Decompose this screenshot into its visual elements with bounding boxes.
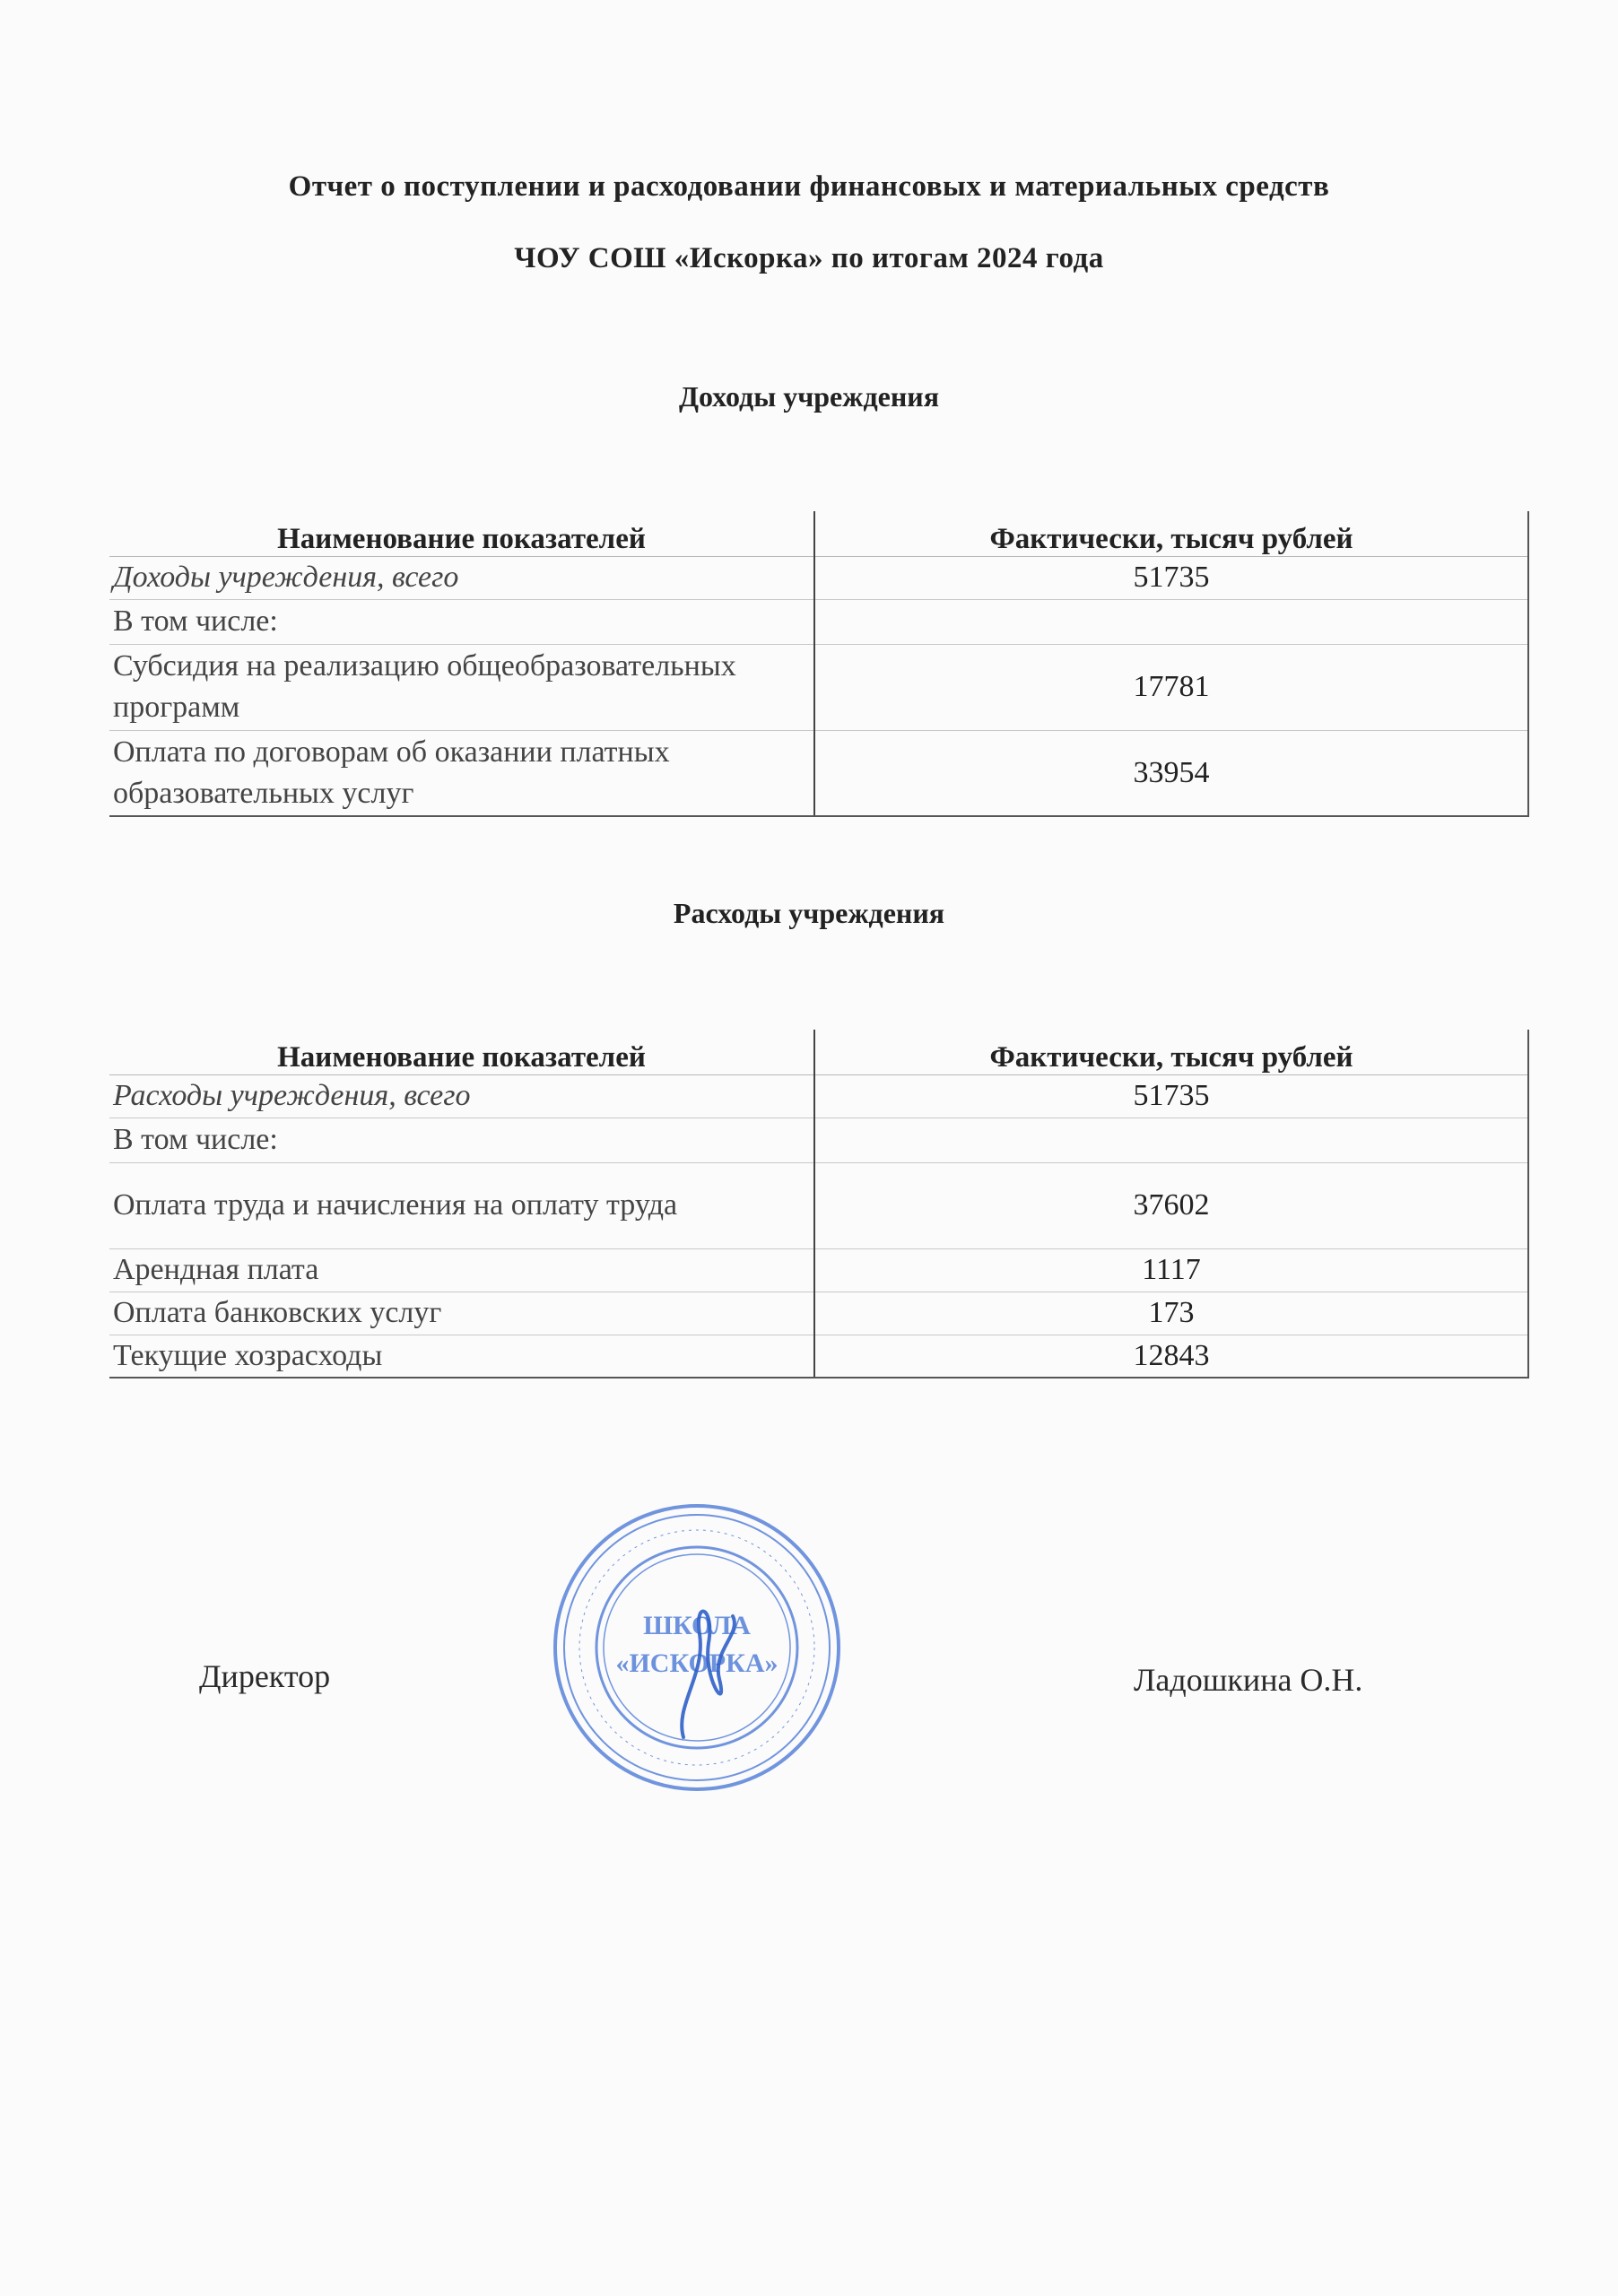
table-row (109, 1118, 1528, 1162)
expenses-row-name: Арендная плата (109, 1248, 814, 1292)
school-stamp-seal (549, 1500, 845, 1796)
expenses-row-value: 51735 (814, 1074, 1528, 1118)
income-row-value: 17781 (814, 644, 1528, 730)
stamp-center-bottom: «ИСКОРКА» (615, 1648, 779, 1678)
income-table (109, 511, 1529, 817)
expenses-row-name: Расходы учреждения, всего (109, 1074, 814, 1118)
income-row-value (814, 599, 1528, 644)
expenses-row-value: 37602 (814, 1162, 1528, 1248)
expenses-header-value: Фактически, тысяч рублей (814, 1030, 1528, 1074)
signatory-role: Директор (199, 1658, 331, 1694)
report-title-line-2: ЧОУ СОШ «Искорка» по итогам 2024 года (514, 242, 1104, 274)
table-row (109, 1248, 1528, 1292)
income-header-name: Наименование показателей (109, 511, 814, 556)
report-title-line-1: Отчет о поступлении и расходовании финансовых и материальных средств (288, 170, 1330, 203)
expenses-row-name: В том числе: (109, 1118, 814, 1162)
signatory-name: Ладошкина О.Н. (1134, 1662, 1363, 1698)
table-row (109, 1292, 1528, 1335)
expenses-row-value: 173 (814, 1292, 1528, 1335)
income-row-value: 33954 (814, 730, 1528, 816)
expenses-table (109, 1030, 1529, 1378)
table-row (109, 599, 1528, 644)
expenses-row-name: Текущие хозрасходы (109, 1335, 814, 1378)
expenses-row-value (814, 1118, 1528, 1162)
income-row-name: Оплата по договорам об оказании платных образовательных услуг (109, 730, 814, 816)
table-row (109, 730, 1528, 816)
income-header-value: Фактически, тысяч рублей (814, 511, 1528, 556)
income-row-name: В том числе: (109, 599, 814, 644)
income-row-name: Субсидия на реализацию общеобразовательных программ (109, 644, 814, 730)
expenses-row-value: 1117 (814, 1248, 1528, 1292)
table-row (109, 644, 1528, 730)
table-row (109, 1335, 1528, 1378)
expenses-row-value: 12843 (814, 1335, 1528, 1378)
table-row (109, 1162, 1528, 1248)
expenses-header-name: Наименование показателей (109, 1030, 814, 1074)
stamp-center-top: ШКОЛА (643, 1611, 751, 1640)
income-section-title: Доходы учреждения (678, 380, 940, 413)
expenses-section-title: Расходы учреждения (673, 897, 945, 929)
income-row-value: 51735 (814, 556, 1528, 599)
table-row (109, 556, 1528, 599)
table-row (109, 1074, 1528, 1118)
expenses-row-name: Оплата труда и начисления на оплату труда (109, 1162, 814, 1248)
expenses-row-name: Оплата банковских услуг (109, 1292, 814, 1335)
income-row-name: Доходы учреждения, всего (109, 556, 814, 599)
